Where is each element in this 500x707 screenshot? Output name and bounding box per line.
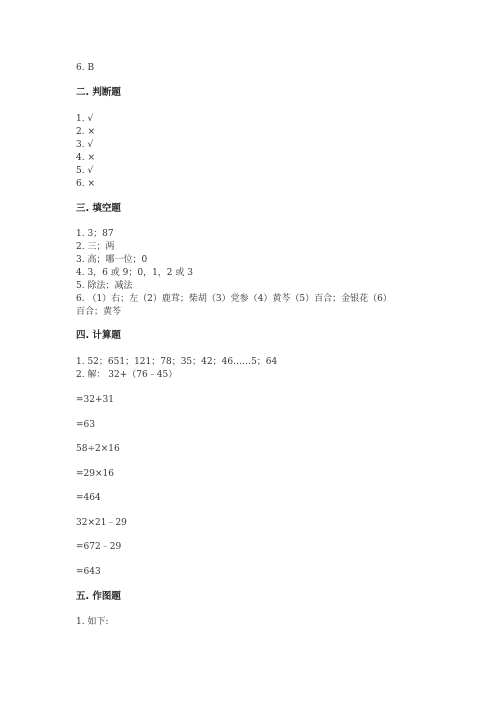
calculation-step: =63 [76,420,95,430]
judgement-answer: 5. √ [76,166,94,176]
calculation-step: =32+31 [76,395,114,405]
calculation-step: 58÷2×16 [76,444,120,454]
judgement-answer: 1. √ [76,114,94,124]
fill-blank-answer: 1. 3；87 [76,229,114,239]
calculation-step: 32×21﹣29 [76,518,127,528]
calculation-step: =643 [76,567,101,577]
fill-blank-answer-continued: 百合；黄芩 [76,307,122,317]
drawing-answer: 1. 如下: [76,617,109,627]
judgement-answer: 4. × [76,153,95,163]
calculation-answer: 1. 52；651；121；78；35；42；46……5；64 [76,357,278,367]
fill-blank-answer: 4. 3，6 或 9；0，1，2 或 3 [76,268,193,278]
fill-blank-answer: 2. 三；两 [76,242,115,252]
fill-blank-answer: 5. 除法；减法 [76,281,133,291]
section-heading-drawing: 五. 作图题 [76,591,121,602]
section-heading-fill-blank: 三. 填空题 [76,203,121,214]
judgement-answer: 2. × [76,127,95,137]
fill-blank-answer: 6. （1）右；左（2）鹿茸；柴胡（3）党参（4）黄芩（5）百合；金银花（6） [76,294,392,304]
fill-blank-answer: 3. 高；哪一位；0 [76,255,148,265]
judgement-answer: 6. × [76,179,95,189]
answer-6-b: 6. B [76,63,95,73]
calculation-step: =29×16 [76,469,114,479]
judgement-answer: 3. √ [76,140,94,150]
calculation-answer: 2. 解： 32+（76﹣45） [76,370,178,380]
calculation-step: =464 [76,493,101,503]
calculation-step: =672﹣29 [76,542,122,552]
section-heading-calculation: 四. 计算题 [76,330,121,341]
section-heading-judgement: 二. 判断题 [76,87,121,98]
